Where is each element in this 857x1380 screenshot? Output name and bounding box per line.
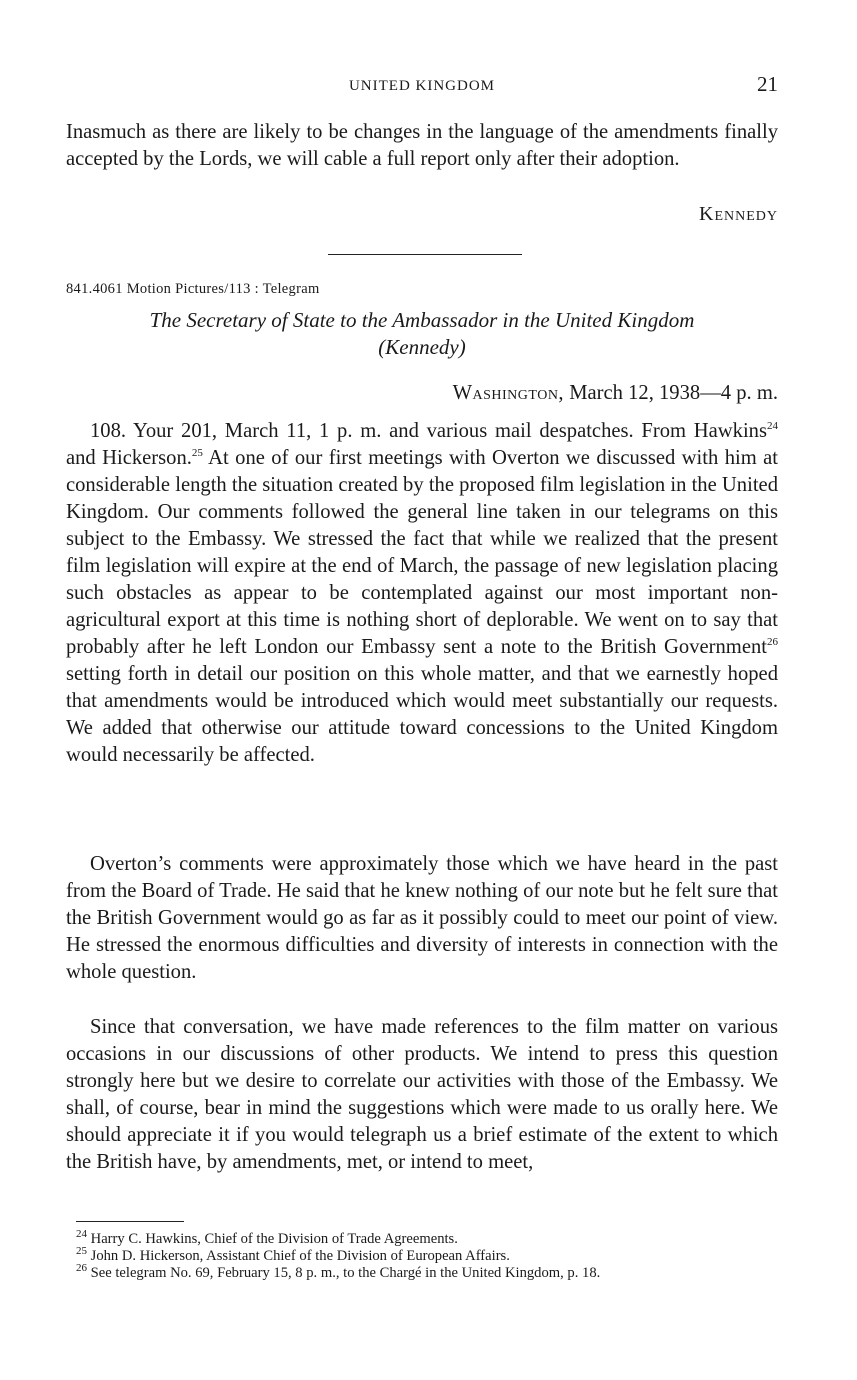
footnote-24-number: 24 <box>76 1228 87 1241</box>
footnote-24 <box>76 1228 778 1248</box>
document-heading <box>66 307 778 361</box>
body-paragraph-1 <box>66 418 778 769</box>
paragraph-1-part-1: 108. Your 201, March 11, 1 p. m. and various mail despatches. From Hawkins <box>90 420 767 442</box>
footnote-25 <box>76 1245 778 1265</box>
intro-paragraph: Inasmuch as there are likely to be changes in the language of the amendments finally accepted by the Lords, we will cable a full report only after their adoption. <box>66 121 778 170</box>
signature: Kennedy <box>699 203 778 225</box>
dateline-date: March 12, 1938—4 p. m. <box>564 382 778 404</box>
footnote-24-text: Harry C. Hawkins, Chief of the Division of Trade Agreements. <box>87 1231 458 1247</box>
footnote-ref-26: 26 <box>767 636 778 649</box>
file-reference: 841.4061 Motion Pictures/113 : Telegram <box>66 281 320 297</box>
paragraph-1-part-4: setting forth in detail our position on this whole matter, and that we earnestly hoped that amendments would be introduced which would meet substantially our requests. We added that otherwise our attitude toward concessions to the United Kingdom would necessarily be affected. <box>66 663 778 766</box>
section-divider <box>328 254 522 255</box>
page-number: 21 <box>757 72 778 96</box>
footnote-ref-25: 25 <box>191 447 203 460</box>
footnotes <box>76 1228 778 1282</box>
footnote-26 <box>76 1262 778 1282</box>
footnote-26-number: 26 <box>76 1262 87 1275</box>
paragraph-1-part-2: and Hickerson. <box>66 447 192 469</box>
heading-line-1: The Secretary of State to the Ambassador in the United Kingdom <box>149 308 695 332</box>
dateline-place: Washington, <box>452 382 565 404</box>
heading-line-2: (Kennedy) <box>378 335 466 359</box>
body-paragraph-3: Since that conversation, we have made references to the film matter on various occasions in our discussions of other products. We intend to press this question strongly here but we desire to correlate our activities with those of the Embassy. We shall, of course, bear in mind the suggestions which were made to us orally here. We should appreciate it if you would telegraph us a brief estimate of the extent to which the British have, by amendments, met, or intend to meet, <box>66 1016 778 1173</box>
paragraph-1-part-3: At one of our first meetings with Overton we discussed with him at considerable length the situation created by the proposed film legislation in the United Kingdom. Our comments followed the general line taken in our telegrams on this subject to the Embassy. We stressed the fact that while we realized that the present film legislation will expire at the end of March, the passage of new legislation placing such obstacles as appear to be contemplated against our most important non-agricultural export at this time is nothing short of deplorable. We went on to say that probably after he left London our Embassy sent a note to the British Government <box>66 447 778 658</box>
dateline <box>453 382 778 405</box>
footnote-25-text: John D. Hickerson, Assistant Chief of the Division of European Affairs. <box>87 1248 510 1264</box>
footnote-rule <box>76 1221 184 1222</box>
body-paragraph-2: Overton’s comments were approximately those which we have heard in the past from the Board of Trade. He said that he knew nothing of our note but he felt sure that the British Government would go as far as it possibly could to meet our point of view. He stressed the enormous difficulties and diversity of interests in connection with the whole question. <box>66 853 778 983</box>
footnote-26-text: See telegram No. 69, February 15, 8 p. m., to the Chargé in the United Kingdom, p. 18. <box>87 1265 601 1281</box>
page-header <box>66 72 778 102</box>
footnote-25-number: 25 <box>76 1245 87 1258</box>
footnote-ref-24: 24 <box>767 420 778 433</box>
running-head: UNITED KINGDOM <box>348 78 496 94</box>
